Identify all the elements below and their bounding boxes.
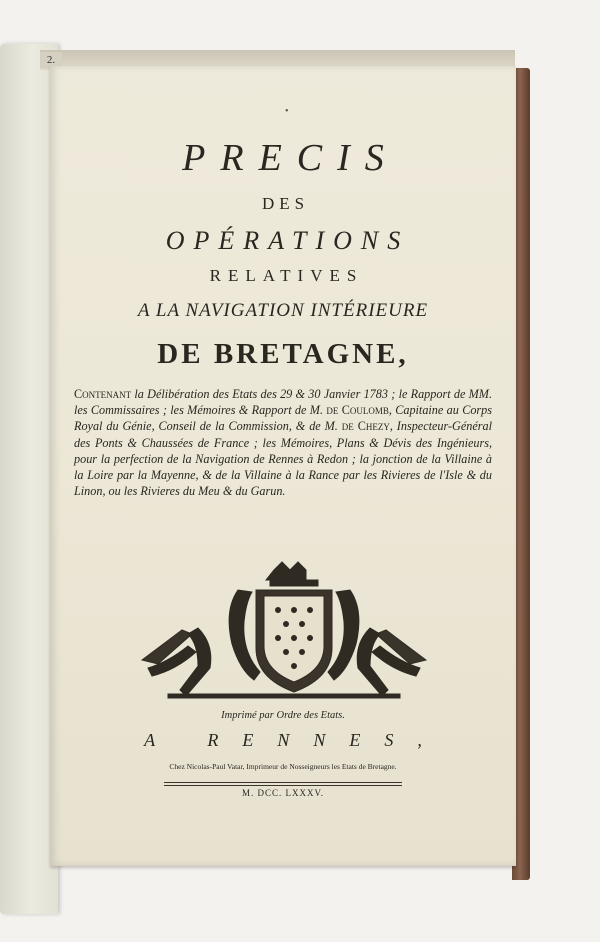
text-run: , Inspecteur-Général des Ponts & Chaussées de France ; les Mémoires, Plans & Dévis des Ingénieurs, pour la perfection de la Navigation de Rennes à Redon ; la jonction de la Villaine à la Loire par la Mayenne, & de la Villaine à la Rance par les Rivieres de l'Isle & du Linon, ou les Rivieres du Meu & du Garun. — [74, 419, 492, 499]
printed-by-order: Imprimé par Ordre des Etats. — [221, 710, 345, 721]
title-operations: OPÉRATIONS — [165, 226, 410, 255]
title-bretagne: DE BRETAGNE, — [157, 338, 409, 370]
coat-of-arms-icon — [128, 560, 440, 706]
small-caps-run: de Coulomb — [326, 403, 389, 418]
title-des: DES — [261, 194, 310, 213]
double-rule — [164, 782, 402, 786]
page-tab: 2. — [40, 52, 62, 68]
title-relatives: RELATIVES — [209, 266, 364, 285]
contents-paragraph — [74, 386, 492, 499]
printer-line: Chez Nicolas-Paul Vatar, Imprimeur de Nosseigneurs les Etats de Bretagne. — [169, 762, 397, 771]
text-run: , Capitaine au Corps Royal du Génie, Conseil de la Commission, & de M. — [74, 403, 492, 434]
title-page — [50, 66, 516, 866]
title-navigation: A LA NAVIGATION INTÉRIEURE — [137, 300, 429, 321]
small-caps-run: Contenant — [74, 387, 132, 401]
ornament: • — [285, 106, 289, 117]
imprint-date: M. DCC. LXXXV. — [241, 788, 325, 798]
title-precis: PRECIS — [182, 137, 399, 179]
small-caps-run: de Chezy — [341, 419, 390, 434]
text-run: la Délibération des Etats des 29 & 30 Janvier 1783 ; le Rapport de MM. les Commissaires ; les Mémoires & Rapport de M. — [74, 387, 492, 418]
imprint-city: A RENNES, — [144, 730, 446, 750]
